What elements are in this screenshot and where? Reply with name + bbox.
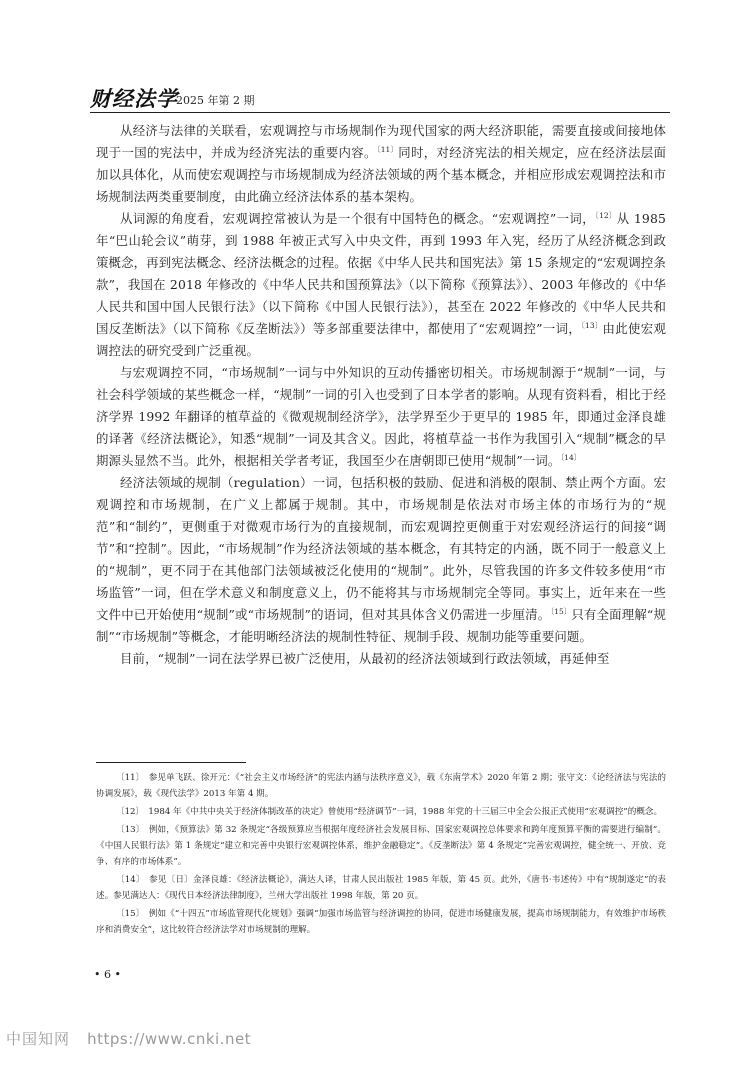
running-header: [90, 88, 670, 113]
footnote-divider: [96, 762, 246, 763]
cnki-watermark: [6, 1028, 251, 1052]
footnote: 〔14〕 参见〔日〕金泽良雄：《经济法概论》，满达人译，甘肃人民出版社 1985 年版，第 45 页。此外，《唐书·韦述传》中有“规制遂定”的表述。参见满达人：《现代日本经济法律制度》，兰州大学出版社 1998 年版，第 20 页。: [96, 875, 666, 901]
footnote-ref[interactable]: 〔12〕: [595, 210, 617, 220]
paragraph-text: 从词源的角度看，宏观调控常被认为是一个很有中国特色的概念。“宏观调控”一词，: [120, 211, 596, 226]
body-paragraph: [96, 120, 666, 208]
paragraph-text: 从经济与法律的关联看，宏观调控与市场规制作为现代国家的两大经济职能，需要直接或间接地体现于一国的宪法中，并成为经济宪法的重要内容。: [96, 123, 666, 160]
body-paragraph: [96, 362, 666, 472]
paragraph-text: 与宏观调控不同，“市场规制”一词与中外知识的互动传播密切相关。市场规制源于“规制”一词，与社会科学领域的某些概念一样，“规制”一词的引入也受到了日本学者的影响。从现有资料看，相比于经济学界 1992 年翻译的植草益的《微观规制经济学》，法学界至少于更早的 1985 年，即通过金泽良雄的译著《经济法概论》，知悉“规制”一词及其含义。因此，将植草益一书作为我国引入“规制”概念的早期源头显然不当。此外，根据相关学者考证，我国至少在唐朝即已使用“规制”一词。: [96, 365, 666, 468]
body-paragraph: [96, 208, 666, 362]
footnote-ref[interactable]: 〔11〕: [376, 144, 399, 154]
journal-issue: 2025 年第 2 期: [176, 94, 255, 107]
paragraph-text: 同时，对经济宪法的相关规定，应在经济法层面加以具体化，从而使宏观调控与市场规制成为经济法领域的两个基本概念，并相应形成宏观调控法和市场规制法两类重要制度，由此确立经济法体系的基本架构。: [96, 145, 667, 204]
footnote: 〔13〕 例如，《预算法》第 32 条规定“各级预算应当根据年度经济社会发展目标、国家宏观调控总体要求和跨年度预算平衡的需要进行编制”。《中国人民银行法》第 1 条规定“建立和完善中央银行宏观调控体系，维护金融稳定”。《反垄断法》第 4 条规定“完善宏观调控，健全统一、开放、竞争、有序的市场体系”。: [96, 825, 666, 867]
footnotes: [96, 770, 666, 940]
footnote: 〔11〕 参见单飞跃、徐开元：《“社会主义市场经济”的宪法内涵与法秩序意义》，载《东南学术》2020 年第 2 期；张守文：《论经济法与宪法的协调发展》，载《现代法学》2013 年第 4 期。: [96, 773, 666, 799]
footnote: 〔15〕 例如《“十四五”市场监管现代化规划》强调“加强市场监管与经济调控的协同，促进市场健康发展，提高市场规制能力，有效维护市场秩序和消费安全”，这比较符合经济法学对市场规制的理解。: [96, 909, 666, 935]
footnote-ref[interactable]: 〔15〕: [550, 606, 572, 616]
paragraph-text: 从 1985 年“巴山轮会议”萌芽，到 1988 年被正式写入中央文件，再到 1993 年入宪，经历了从经济概念到政策概念，再到宪法概念、经济法概念的过程。依据《中华人民共和国宪法》第 15 条规定的“宏观调控条款”，我国在 2018 年修改的《中华人民共和国预算法》（以下简称《预算法》）、2003 年修改的《中华人民共和国中国人民银行法》（以下简称《中国人民银行法》），甚至在 2022 年修改的《中华人民共和国反垄断法》（以下简称《反垄断法》）等多部重要法律中，都使用了“宏观调控”一词，: [96, 211, 667, 336]
paragraph-text: 只有全面理解“规制”“市场规制”等概念，才能明晰经济法的规制性特征、规制手段、规制功能等重要问题。: [96, 607, 666, 644]
journal-logo: 财经法学: [90, 86, 178, 111]
body-paragraph: [96, 472, 666, 648]
watermark-name: 中国知网: [6, 1030, 71, 1048]
footnote-ref[interactable]: 〔13〕: [581, 320, 603, 330]
paragraph-text: 经济法领域的规制（regulation）一词，包括积极的鼓励、促进和消极的限制、禁止两个方面。宏观调控和市场规制，在广义上都属于规制。其中，市场规制是依法对市场主体的市场行为的“规范”和“制约”，更侧重于对微观市场行为的直接规制，而宏观调控更侧重于对宏观经济运行的间接“调节”和“控制”。因此，“市场规制”作为经济法领域的基本概念，有其特定的内涵，既不同于一般意义上的“规制”，更不同于在其他部门法领域被泛化使用的“规制”。此外，尽管我国的许多文件较多使用“市场监管”一词，但在学术意义和制度意义上，仍不能将其与市场规制完全等同。事实上，近年来在一些文件中已开始使用“规制”或“市场规制”的语词，但对其具体含义仍需进一步厘清。: [96, 475, 666, 622]
page-number: • 6 •: [94, 968, 121, 981]
footnote-ref[interactable]: 〔14〕: [560, 452, 582, 462]
footnote: 〔12〕 1984 年《中共中央关于经济体制改革的决定》曾使用“经济调节”一词，1988 年党的十三届三中全会公报正式使用“宏观调控”的概念。: [116, 807, 663, 817]
paragraph-text: 目前，“规制”一词在法学界已被广泛使用，从最初的经济法领域到行政法领域，再延伸至: [120, 651, 610, 666]
article-body: [96, 120, 666, 670]
watermark-url: https://www.cnki.net: [87, 1030, 252, 1048]
paragraph-text: 由此使宏观调控法的研究受到广泛重视。: [96, 321, 667, 358]
body-paragraph: [96, 648, 666, 670]
